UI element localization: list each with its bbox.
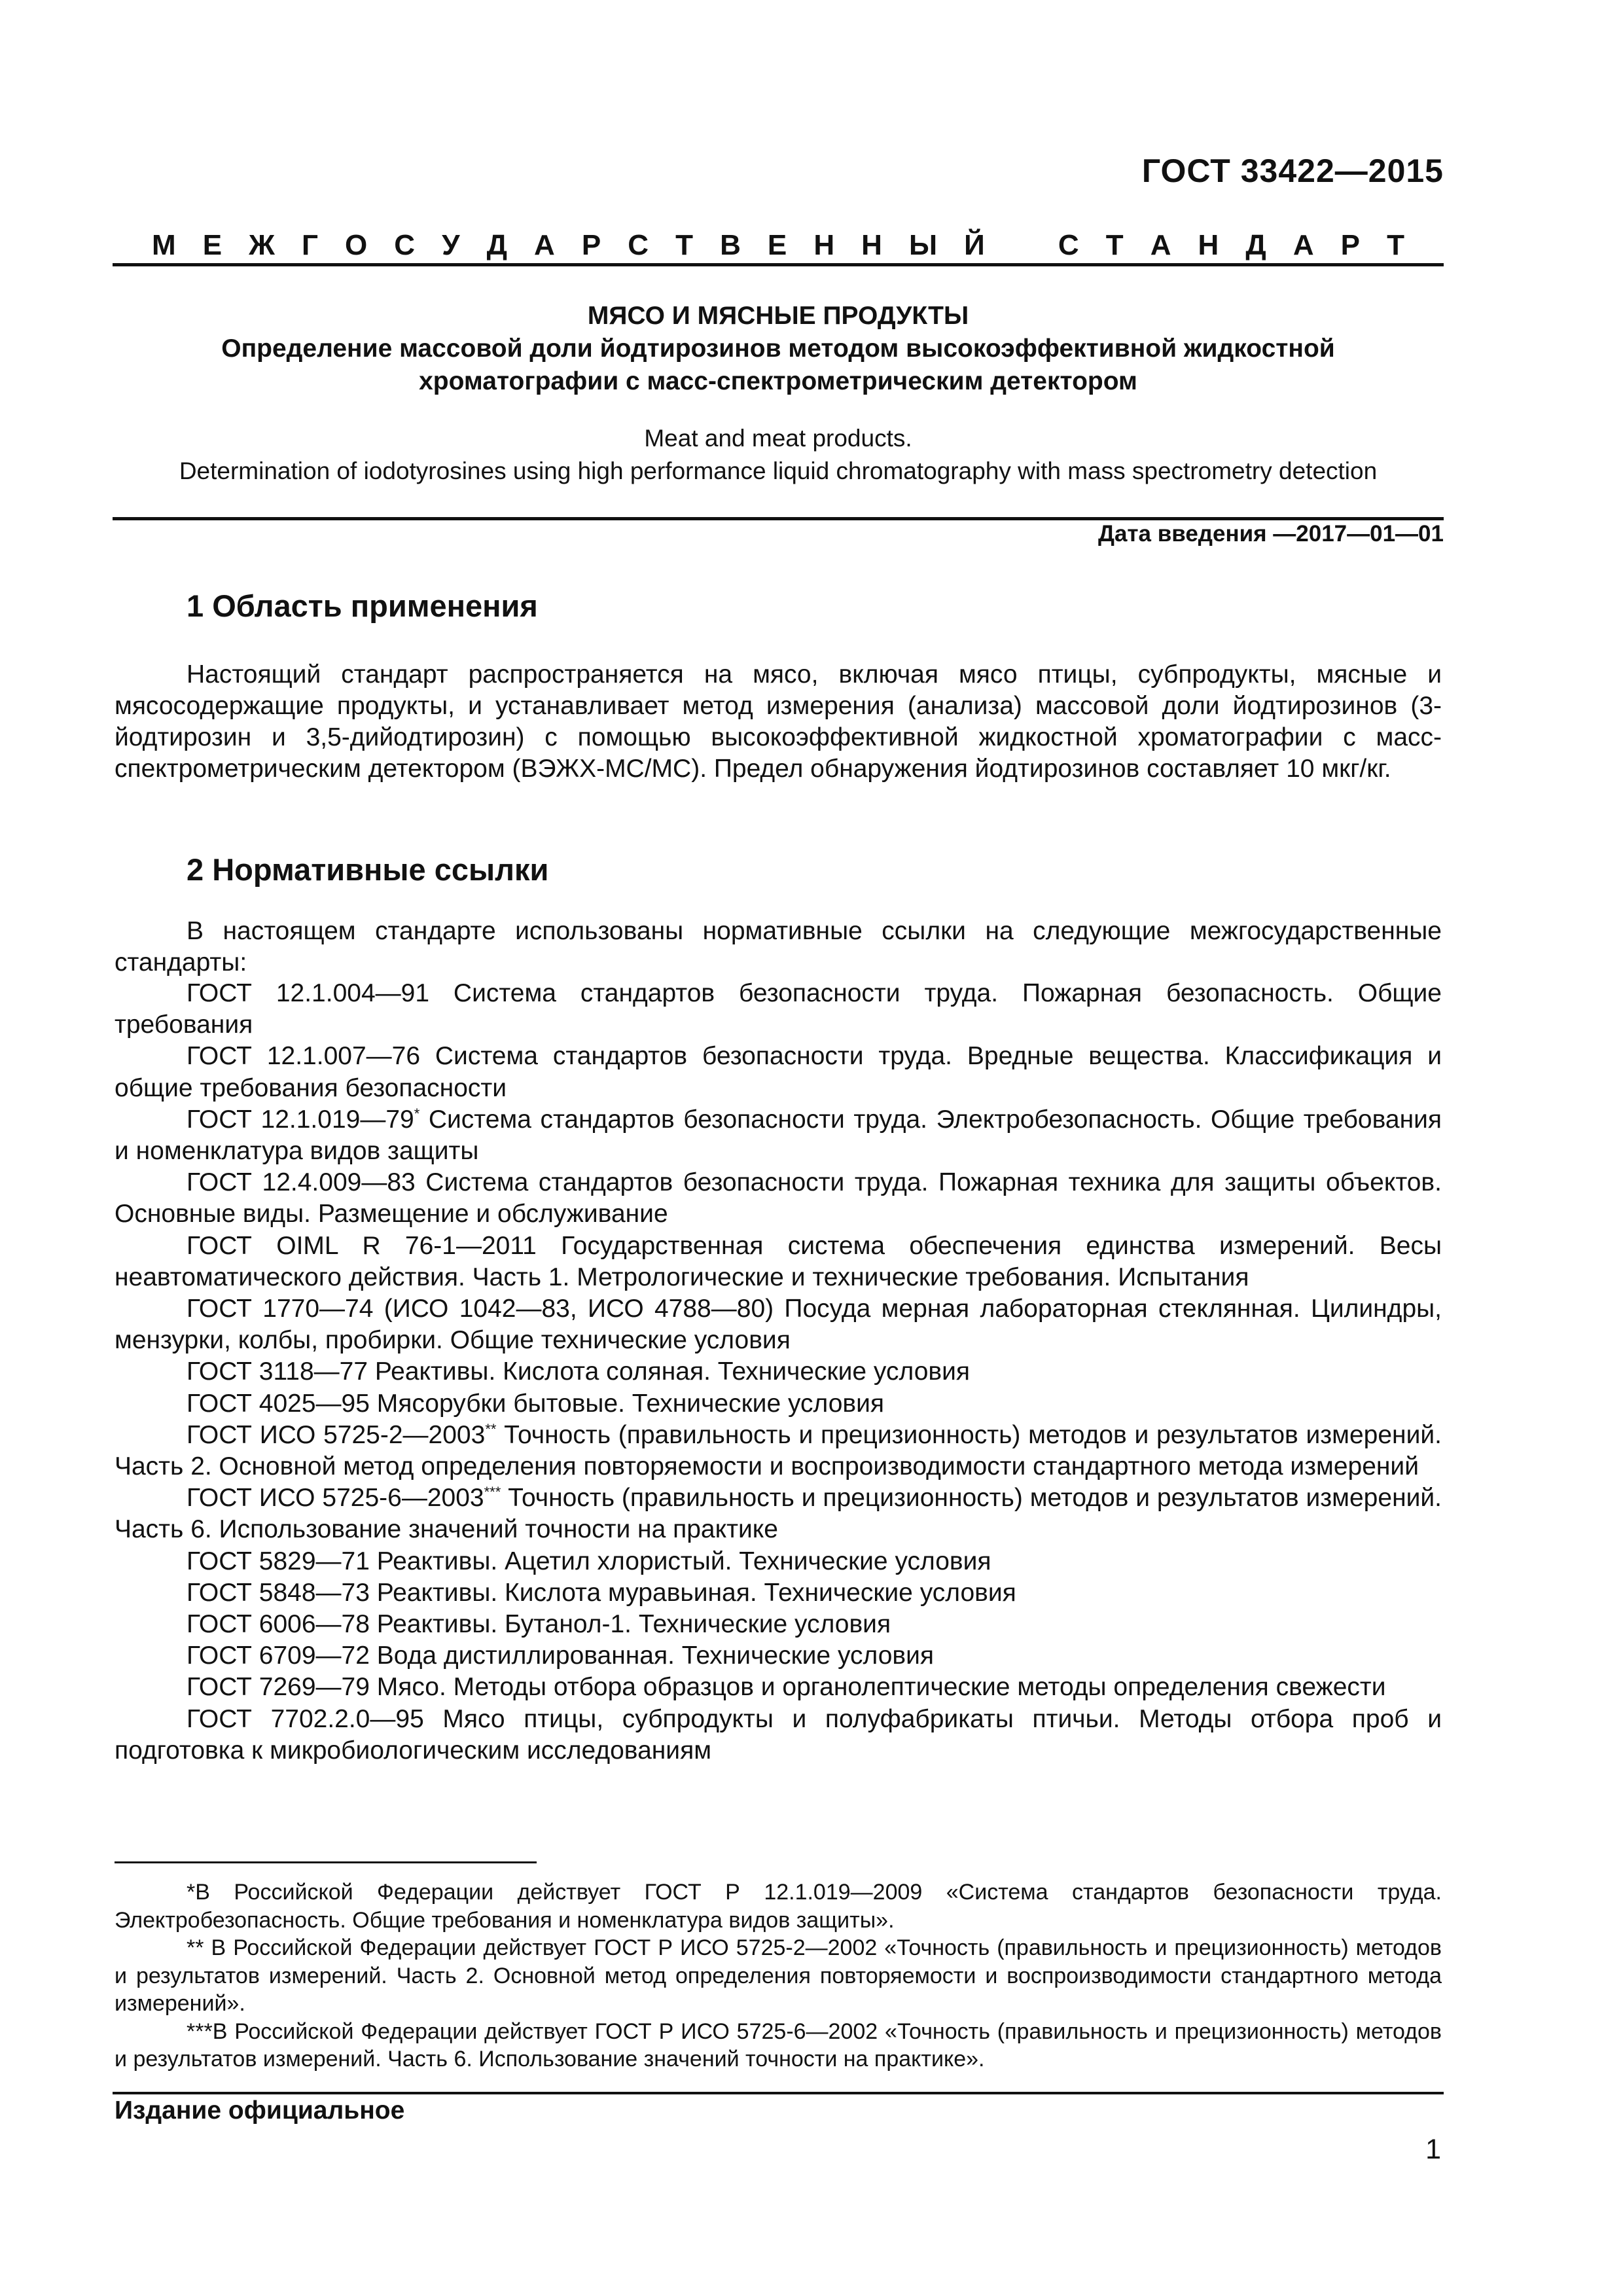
reference-item: ГОСТ 5848—73 Реактивы. Кислота муравьиная. Технические условия: [187, 1578, 1016, 1607]
banner-letter: В: [720, 229, 741, 261]
reference-item: ГОСТ 4025—95 Мясорубки бытовые. Технические условия: [187, 1389, 885, 1418]
banner-letter: Е: [202, 229, 223, 261]
reference-code: ГОСТ 12.1.019—79: [187, 1105, 414, 1134]
title-line-2: Определение массовой доли йодтирозинов методом высокоэффективной жидкостной: [221, 334, 1335, 363]
footnotes: [115, 1878, 1442, 2073]
footnote-marker: *: [414, 1105, 420, 1122]
banner-letter: С: [394, 229, 416, 261]
reference-code: ГОСТ ИСО 5725-2—2003: [187, 1420, 486, 1449]
footnote-item: ** В Российской Федерации действует ГОСТ Р ИСО 5725-2—2002 «Точность (правильность и прецизионность) методов и результатов измерений. Часть 2. Основной метод определения повторяемости и воспроизводимости стандартного метода измерений».: [115, 1935, 1442, 2016]
banner-letter: Н: [813, 229, 835, 261]
reference-item: ГОСТ 3118—77 Реактивы. Кислота соляная. Технические условия: [187, 1357, 971, 1386]
footnote-marker: ***: [484, 1484, 501, 1501]
banner-letter: О: [345, 229, 368, 261]
reference-title: Точность (правильность и прецизионность) методов и результатов измерений. Часть 2. Основной метод определения повторяемости и воспроизводимости стандартного метода измерений: [115, 1420, 1442, 1481]
banner-letter: М: [152, 229, 176, 261]
reference-item: ГОСТ 12.1.004—91 Система стандартов безопасности труда. Пожарная безопасность. Общие требования: [115, 979, 1442, 1039]
banner-letter: А: [1150, 229, 1171, 261]
footer-rule: [113, 2092, 1444, 2094]
title-line-3: хроматографии с масс-спектрометрическим детектором: [419, 367, 1137, 395]
banner-letter: Н: [1198, 229, 1219, 261]
footnote-separator: [115, 1861, 537, 1863]
reference-item: [115, 1420, 1442, 1482]
title-rule: [113, 517, 1444, 520]
banner-letter: Р: [1340, 229, 1361, 261]
reference-item: ГОСТ 5829—71 Реактивы. Ацетил хлористый. Технические условия: [187, 1547, 991, 1575]
page-number: 1: [1425, 2134, 1441, 2165]
footnote-marker: **: [485, 1420, 497, 1437]
banner-letter: Г: [301, 229, 318, 261]
official-edition-label: Издание официальное: [115, 2096, 405, 2125]
reference-item: ГОСТ 12.4.009—83 Система стандартов безопасности труда. Пожарная техника для защиты объектов. Основные виды. Размещение и обслуживание: [115, 1168, 1442, 1229]
normative-references-list: [115, 978, 1442, 1767]
footnote-item: *В Российской Федерации действует ГОСТ Р 12.1.019—2009 «Система стандартов безопасности труда. Электробезопасность. Общие требования и номенклатура видов защиты».: [115, 1880, 1442, 1933]
banner-letter: Е: [767, 229, 787, 261]
title-block: [113, 300, 1444, 398]
banner-letter: Н: [861, 229, 882, 261]
banner-letter: У: [442, 229, 460, 261]
banner-letter: Д: [486, 229, 507, 261]
banner-letter: Ы: [909, 229, 938, 261]
standard-type-banner: [113, 229, 1444, 262]
reference-item: ГОСТ 6709—72 Вода дистиллированная. Технические условия: [187, 1641, 935, 1670]
introduction-date: Дата введения —2017—01—01: [1098, 521, 1444, 547]
english-title-block: [113, 422, 1444, 488]
reference-item: ГОСТ 7269—79 Мясо. Методы отбора образцов и органолептические методы определения свежести: [187, 1673, 1386, 1702]
section-2-intro: В настоящем стандарте использованы нормативные ссылки на следующие межгосударственные стандарты:: [115, 917, 1442, 977]
reference-item: [115, 1104, 1442, 1167]
reference-item: ГОСТ 6006—78 Реактивы. Бутанол-1. Технические условия: [187, 1610, 891, 1639]
banner-letter: Ж: [249, 229, 275, 261]
banner-letter: Р: [581, 229, 601, 261]
banner-letter: Т: [1387, 229, 1404, 261]
banner-letter: Д: [1245, 229, 1266, 261]
reference-title: Система стандартов безопасности труда. Электробезопасность. Общие требования и номенклатура видов защиты: [115, 1105, 1442, 1166]
banner-letter: Т: [1105, 229, 1124, 261]
reference-item: ГОСТ OIML R 76-1—2011 Государственная система обеспечения единства измерений. Весы неавтоматического действия. Часть 1. Метрологические и технические требования. Испытания: [115, 1231, 1442, 1291]
section-2-heading: 2 Нормативные ссылки: [187, 852, 549, 887]
english-title-line-2: Determination of iodotyrosines using high performance liquid chromatography with mass spectrometry detection: [179, 457, 1378, 484]
title-line-1: МЯСО И МЯСНЫЕ ПРОДУКТЫ: [587, 302, 969, 330]
banner-rule: [113, 263, 1444, 266]
reference-item: ГОСТ 1770—74 (ИСО 1042—83, ИСО 4788—80) Посуда мерная лабораторная стеклянная. Цилиндры, мензурки, колбы, пробирки. Общие технические условия: [115, 1295, 1442, 1355]
banner-letter: С: [1058, 229, 1079, 261]
section-1-heading: 1 Область применения: [187, 588, 538, 623]
banner-gap: [1012, 229, 1031, 262]
banner-letter: Й: [964, 229, 985, 261]
section-1-text: Настоящий стандарт распространяется на мясо, включая мясо птицы, субпродукты, мясные и мясосодержащие продукты, и устанавливает метод измерения (анализа) массовой доли йодтирозинов (3-йодтирозин и 3,5-дийодтирозин) с помощью высокоэффективной жидкостной хроматографии с масс-спектрометрическим детектором (ВЭЖХ-МС/МС). Предел обнаружения йодтирозинов составляет 10 мкг/кг.: [115, 660, 1442, 783]
banner-letter: С: [628, 229, 649, 261]
reference-item: [115, 1482, 1442, 1545]
reference-code: ГОСТ ИСО 5725-6—2003: [187, 1484, 484, 1513]
banner-letter: А: [534, 229, 555, 261]
reference-item: ГОСТ 12.1.007—76 Система стандартов безопасности труда. Вредные вещества. Классификация и общие требования безопасности: [115, 1042, 1442, 1102]
english-title-line-1: Meat and meat products.: [644, 425, 912, 452]
banner-letter: Т: [675, 229, 693, 261]
standard-number: ГОСТ 33422—2015: [1141, 152, 1444, 189]
footnote-item: ***В Российской Федерации действует ГОСТ Р ИСО 5725-6—2002 «Точность (правильность и прецизионность) методов и результатов измерений. Часть 6. Использование значений точности на практике».: [115, 2018, 1442, 2072]
reference-title: Точность (правильность и прецизионность) методов и результатов измерений. Часть 6. Использование значений точности на практике: [115, 1484, 1442, 1544]
reference-item: ГОСТ 7702.2.0—95 Мясо птицы, субпродукты и полуфабрикаты птичьи. Методы отбора проб и подготовка к микробиологическим исследованиям: [115, 1704, 1442, 1765]
banner-letter: А: [1293, 229, 1314, 261]
